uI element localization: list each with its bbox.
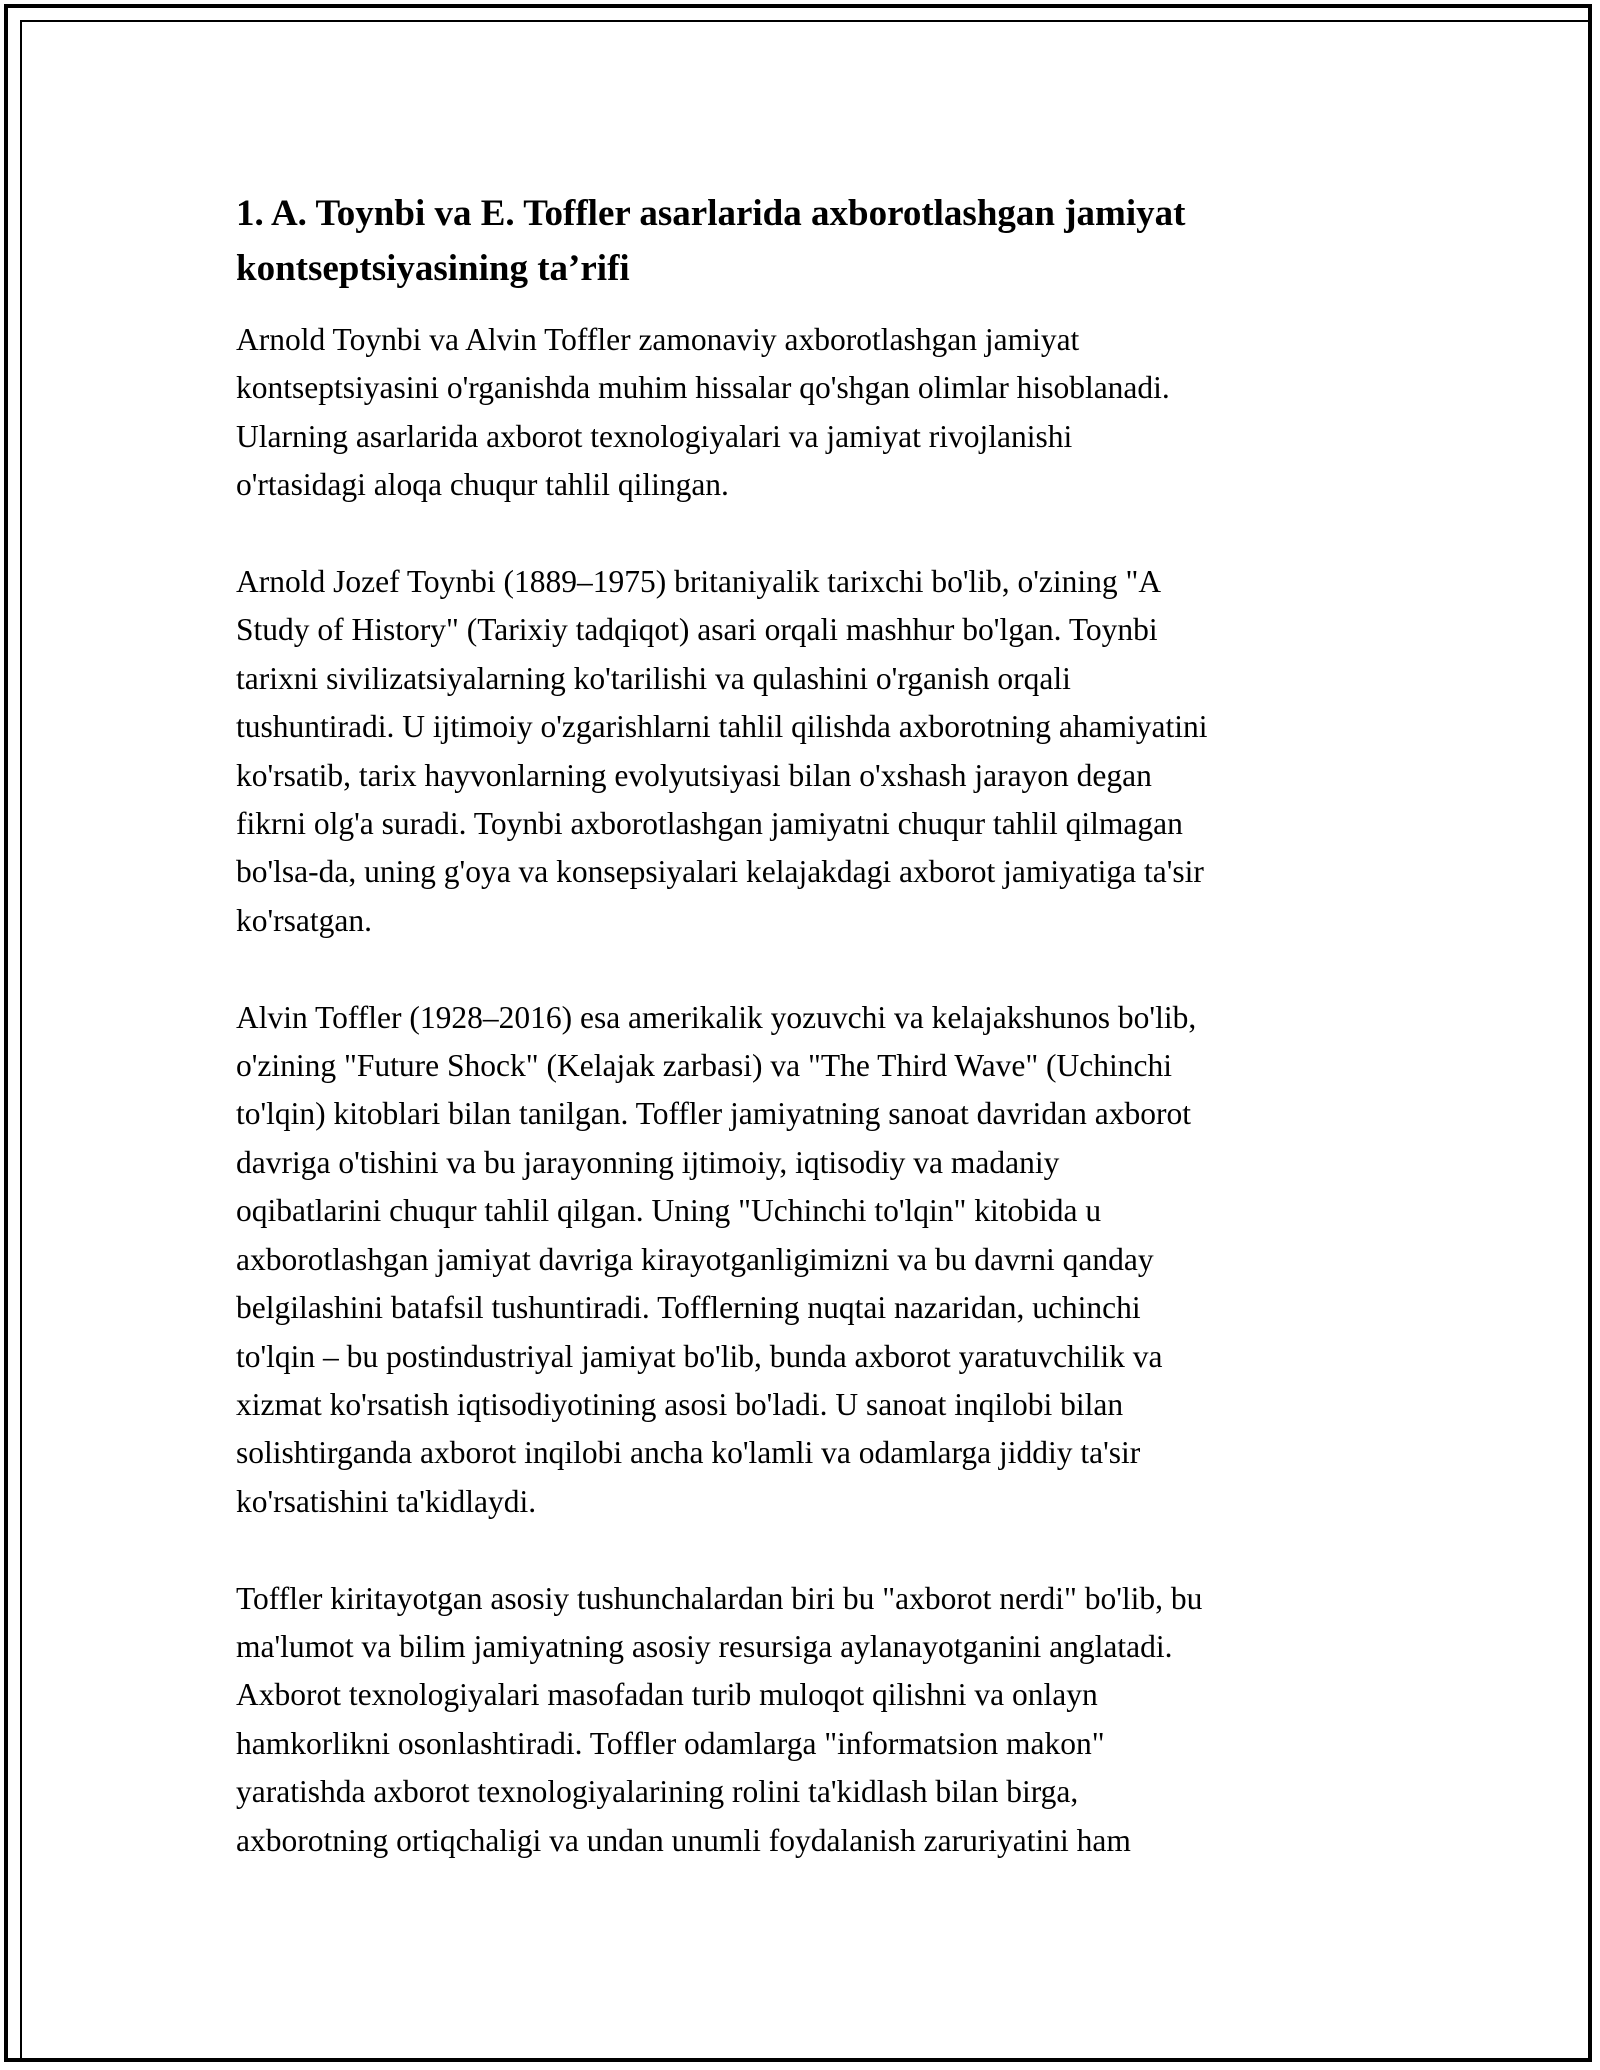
paragraph-line: Arnold Jozef Toynbi (1889–1975) britaniyalik tarixchi bo'lib, o'zining "A (236, 564, 1162, 600)
paragraph-line: Toffler kiritayotgan asosiy tushunchalardan biri bu "axborot nerdi" bo'lib, bu (236, 1580, 1203, 1616)
paragraph-intro (236, 316, 1376, 510)
paragraph-line: kontseptsiyasini o'rganishda muhim hissalar qo'shgan olimlar hisoblanadi. (236, 370, 1170, 406)
paragraph-toynbi (236, 558, 1376, 945)
paragraph-line: ko'rsatishini ta'kidlaydi. (236, 1483, 537, 1519)
paragraph-line: xizmat ko'rsatish iqtisodiyotining asosi bo'ladi. U sanoat inqilobi bilan (236, 1386, 1124, 1422)
paragraph-line: oqibatlarini chuqur tahlil qilgan. Uning "Uchinchi to'lqin" kitobida u (236, 1193, 1102, 1229)
paragraph-line: fikrni olg'a suradi. Toynbi axborotlashgan jamiyatni chuqur tahlil qilmagan (236, 806, 1183, 842)
paragraph-line: axborotlashgan jamiyat davriga kirayotganligimizni va bu davrni qanday (236, 1241, 1154, 1277)
paragraph-line: o'rtasidagi aloqa chuqur tahlil qilingan. (236, 467, 729, 503)
paragraph-line: Ularning asarlarida axborot texnologiyalari va jamiyat rivojlanishi (236, 418, 1073, 454)
paragraph-line: ko'rsatgan. (236, 902, 373, 938)
paragraph-toffler (236, 994, 1376, 1526)
paragraph-line: yaratishda axborot texnologiyalarining rolini ta'kidlash bilan birga, (236, 1774, 1079, 1810)
paragraph-line: bo'lsa-da, uning g'oya va konsepsiyalari kelajakdagi axborot jamiyatiga ta'sir (236, 854, 1204, 890)
heading-line: 1. A. Toynbi va E. Toffler asarlarida axborotlashgan jamiyat (236, 193, 1186, 234)
paragraph-line: to'lqin – bu postindustriyal jamiyat bo'lib, bunda axborot yaratuvchilik va (236, 1338, 1163, 1374)
paragraph-line: Study of History" (Tarixiy tadqiqot) asari orqali mashhur bo'lgan. Toynbi (236, 612, 1158, 648)
heading-line: kontseptsiyasining ta’rifi (236, 248, 630, 289)
paragraph-line: tushuntiradi. U ijtimoiy o'zgarishlarni tahlil qilishda axborotning ahamiyatini (236, 709, 1208, 745)
paragraph-line: belgilashini batafsil tushuntiradi. Tofflerning nuqtai nazaridan, uchinchi (236, 1290, 1141, 1326)
paragraph-line: o'zining "Future Shock" (Kelajak zarbasi) va "The Third Wave" (Uchinchi (236, 1048, 1173, 1084)
paragraph-line: davriga o'tishini va bu jarayonning ijtimoiy, iqtisodiy va madaniy (236, 1144, 1060, 1180)
paragraph-line: Arnold Toynbi va Alvin Toffler zamonaviy axborotlashgan jamiyat (236, 322, 1080, 357)
paragraph-line: to'lqin) kitoblari bilan tanilgan. Toffler jamiyatning sanoat davridan axborot (236, 1096, 1191, 1132)
paragraph-line: hamkorlikni osonlashtiradi. Toffler odamlarga "informatsion makon" (236, 1725, 1105, 1761)
paragraph-line: ma'lumot va bilim jamiyatning asosiy resursiga aylanayotganini anglatadi. (236, 1628, 1173, 1664)
paragraph-line: Alvin Toffler (1928–2016) esa amerikalik yozuvchi va kelajakshunos bo'lib, (236, 999, 1197, 1035)
paragraph-line: Axborot texnologiyalari masofadan turib muloqot qilishni va onlayn (236, 1677, 1098, 1713)
paragraph-information-era (236, 1575, 1376, 1865)
paragraph-line: ko'rsatib, tarix hayvonlarning evolyutsiyasi bilan o'xshash jarayon degan (236, 757, 1152, 793)
paragraph-line: axborotning ortiqchaligi va undan unumli foydalanish zaruriyatini ham (236, 1822, 1131, 1858)
paragraph-line: solishtirganda axborot inqilobi ancha ko'lamli va odamlarga jiddiy ta'sir (236, 1435, 1141, 1471)
paragraph-line: tarixni sivilizatsiyalarning ko'tarilishi va qulashini o'rganish orqali (236, 660, 1071, 696)
section-heading (236, 186, 1376, 296)
document-body (236, 186, 1376, 1913)
